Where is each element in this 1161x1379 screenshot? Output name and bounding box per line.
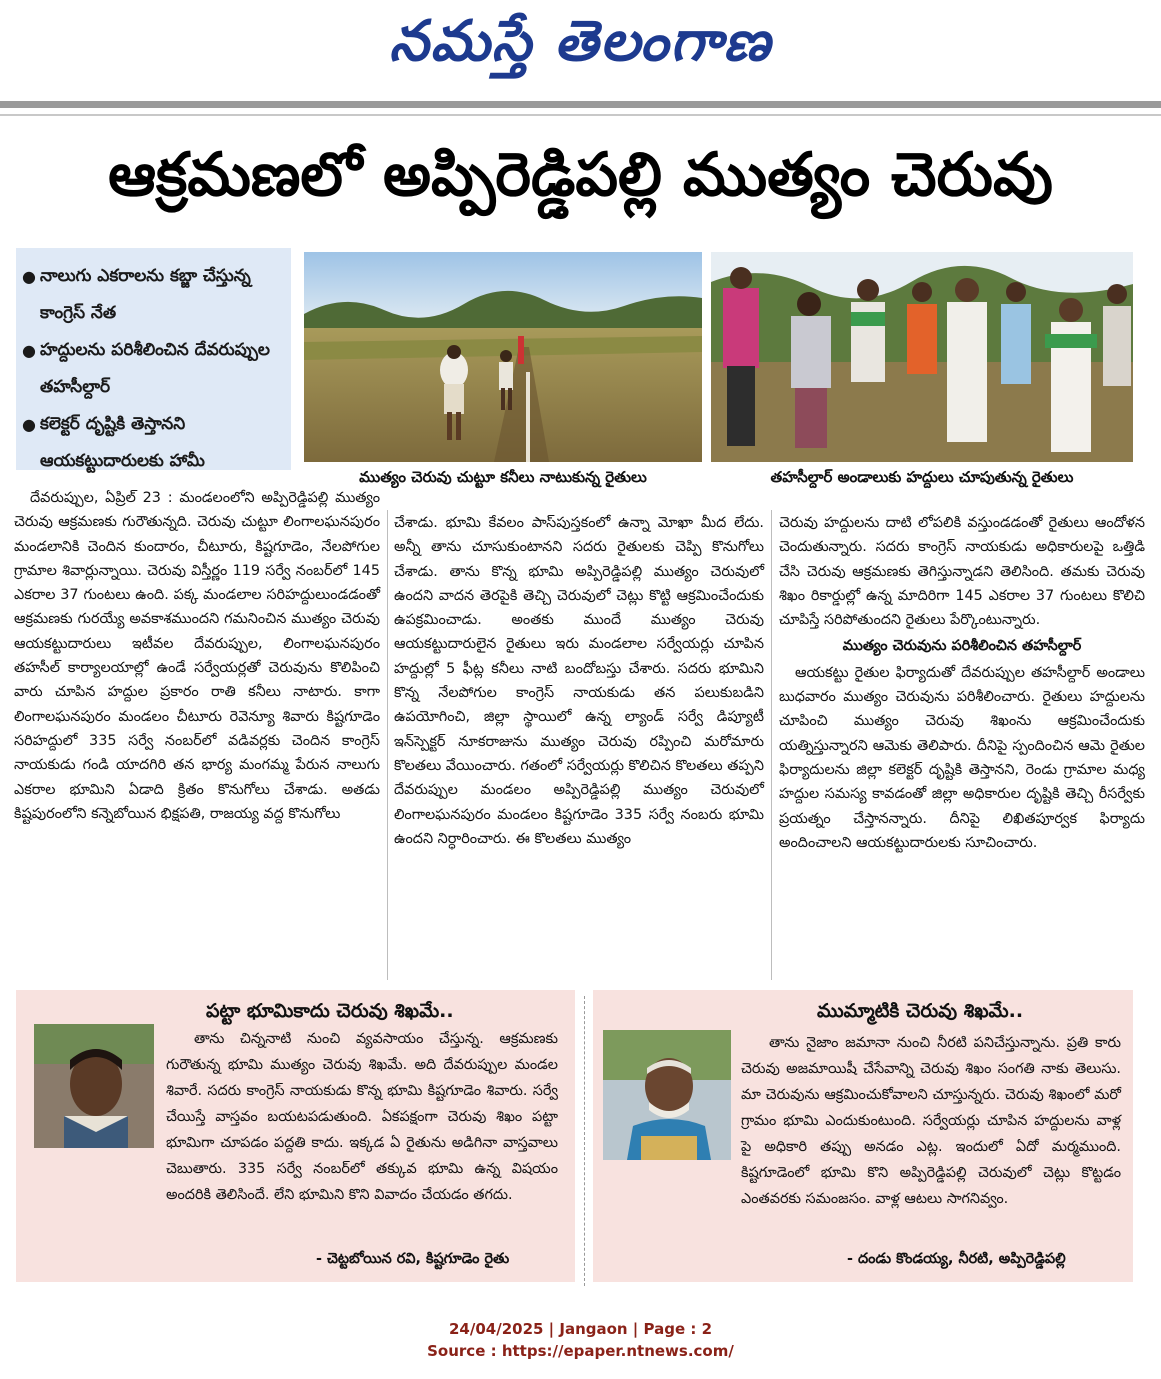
article-column-2-text: చేశాడు. భూమి కేవలం పాస్‌పుస్తకంలో ఉన్నా మోఖా మీద లేదు. అన్నీ తాను చూసుకుంటానని సదరు రైతులకు చెప్పి కొనుగోలు చేశాడు. తాను కొన్న భూమి అప్పిరెడ్డిపల్లి ముత్యం చెరువులో ఉందని వాదన తెరపైకి తెచ్చి చెరువులో చెట్లు కొట్టి ఆక్రమించేందుకు ఉపక్రమించాడు. అంతకు ముందే ముత్యం చెరువు ఆయకట్టుదారులైన రైతులు ఇరు మండలాల సర్వేయర్లు చూపిన హద్దుల్లో 5 ఫీట్ల కనీలు నాటి బందోబస్తు చేశారు. సదరు భూమిని కొన్న నేలపోగుల కాంగ్రెస్ నాయకుడు తన పలుకుబడిని ఉపయోగించి, జిల్లా స్థాయిలో ఉన్న ల్యాండ్ సర్వే డిప్యూటీ ఇన్‌స్పెక్టర్ నూకరాజును ముత్యం చెరువు రప్పించి మరోమారు కొలతలు వేయించారు. గతంలో సర్వేయర్లు కొలిచిన కొలతలు తప్పని దేవరుప్పుల మండలం అప్పిరెడ్డిపల్లి ముత్యం చెరువులో లింగాలఘనపురం మండలం కిష్టగూడెం 335 సర్వే నంబరు భూమి ఉందని నిర్ధారించారు. ఈ కొలతలు ముత్యం bbox=[394, 515, 764, 847]
column-divider bbox=[771, 510, 772, 980]
article-subhead: ముత్యం చెరువును పరిశీలించిన తహసీల్దార్ bbox=[842, 638, 1082, 655]
highlight-item bbox=[22, 406, 285, 480]
quote-box-2-body: తాను నైజాం జమానా నుంచి నీరటి పనిచేస్తున్నాను. ప్రతి కారు చెరువు అజమాయిషీ చేసేవాన్ని చెరువు శిఖం సంగతి నాకు తెలుసు. మా చెరువును ఆక్రమించుకోవాలని చూస్తున్నరు. చెరువు శిఖంలో మరో గ్రామం భూమి ఎందుకుంటుంది. సర్వేయర్లు చూపిన హద్దులను వాళ్ల పై అధికారి తప్పు అనడం ఎట్ల. ఇందులో ఏదో మర్మముంది. కిష్టగూడెంలో భూమి కొని అప్పిరెడ్డిపల్లి చెరువులో చెట్లు కొట్టడం ఎంతవరకు సమంజసం. వాళ్ల ఆటలు సాగనివ్వం. bbox=[741, 1035, 1121, 1207]
quote-box-1-title: పట్టా భూమికాదు చెరువు శిఖమే.. bbox=[206, 1000, 454, 1022]
highlights-box bbox=[16, 248, 291, 470]
quote-box-2 bbox=[593, 990, 1133, 1282]
photo-field bbox=[304, 252, 702, 462]
photo-officials-caption: తహసీల్దార్ అండాలుకు హద్దులు చూపుతున్న రైతులు bbox=[711, 462, 1133, 492]
bullet-icon: ● bbox=[22, 415, 36, 434]
quote-box-2-title: ముమ్మాటికి చెరువు శిఖమే.. bbox=[817, 1000, 1024, 1022]
highlight-item bbox=[22, 258, 285, 332]
quote-box-2-signature: - దండు కొండయ్య, నీరటి, అప్పిరెడ్డిపల్లి bbox=[847, 1251, 1066, 1267]
field-scene-image bbox=[304, 252, 702, 462]
highlight-text: హద్దులను పరిశీలించిన దేవరుప్పుల తహసీల్దార్ bbox=[40, 340, 270, 397]
highlight-text: కలెక్టర్ దృష్టికి తెస్తానని ఆయకట్టుదారులకు హామీ bbox=[40, 414, 205, 471]
masthead-rule-thick bbox=[0, 101, 1161, 108]
neerati-kondaiah-photo bbox=[603, 1030, 731, 1160]
quote-box-1-body: తాను చిన్ననాటి నుంచి వ్యవసాయం చేస్తున్న. ఆక్రమణకు గురౌతున్న భూమి ముత్యం చెరువు శిఖమే. అది దేవరుప్పుల మండల శివారే. సదరు కాంగ్రెస్ నాయకుడు కొన్న భూమి కిష్టగూడెం శివారు. సర్వే చేయిస్తే వాస్తవం బయటపడుతుంది. ఏకపక్షంగా చెరువు శిఖం పట్టా భూమిగా చూపడం పద్దతి కాదు. ఇక్కడ ఏ రైతును అడిగినా వాస్తవాలు చెబుతారు. 335 సర్వే నంబర్‌లో తక్కువ భూమి ఉన్న విషయం అందరికి తెలిసిందే. లేని భూమిని కొని వివాదం చేయడం తగదు. bbox=[166, 1031, 558, 1203]
article-column-3-text-b: ఆయకట్టు రైతుల ఫిర్యాదుతో దేవరుప్పుల తహసీల్దార్ అండాలు బుధవారం ముత్యం చెరువును పరిశీలించారు. రైతులు హద్దులను చూపించి ముత్యం చెరువు శిఖంను ఆక్రమించేందుకు యత్నిస్తున్నారని ఆమెకు తెలిపారు. దీనిపై స్పందించిన ఆమె రైతుల ఫిర్యాదులను జిల్లా కలెక్టర్ దృష్టికి తెస్తానని, రెండు గ్రామాల మధ్య హద్దుల సమస్య కావడంతో జిల్లా అధికారుల దృష్టికి తెచ్చి రీసర్వేకు ప్రయత్నం చేస్తానన్నారు. దీనిపై లిఖితపూర్వక ఫిర్యాదు అందించాలని ఆయకట్టుదారులకు సూచించారు. bbox=[779, 664, 1145, 851]
elder-portrait-image bbox=[603, 1030, 731, 1160]
footer-date-edition: 24/04/2025 | Jangaon | Page : 2 bbox=[448, 1320, 713, 1338]
farmer-ravi-photo bbox=[34, 1024, 154, 1148]
quote-box-1-signature: - చెట్టబోయిన రవి, కిష్టగూడెం రైతు bbox=[316, 1251, 510, 1267]
photo-field-caption: ముత్యం చెరువు చుట్టూ కనీలు నాటుకున్న రైతులు bbox=[304, 462, 702, 492]
highlight-item bbox=[22, 332, 285, 406]
footer-source: Source : https://epaper.ntnews.com/ bbox=[427, 1342, 734, 1360]
column-divider bbox=[387, 510, 388, 980]
masthead bbox=[0, 0, 1161, 92]
photo-officials bbox=[711, 252, 1133, 462]
article-column-3-text-a: చెరువు హద్దులను దాటి లోపలికి వస్తుండడంతో రైతులు ఆందోళన చెందుతున్నారు. సదరు కాంగ్రెస్ నాయకుడు అధికారులపై ఒత్తిడి చేసి చెరువు ఆక్రమణకు తెగిస్తున్నాడని తెలిసింది. తమకు చెరువు శిఖం రికార్డుల్లో ఉన్న మాదిరిగా 145 ఎకరాల 37 గుంటలు కొలిచి చూపిస్తే సరిపోతుందని రైతులు పేర్కొంటున్నారు. bbox=[779, 515, 1145, 629]
farmer-portrait-image bbox=[34, 1024, 154, 1148]
box-divider bbox=[584, 996, 586, 1286]
masthead-title: నమస్తే తెలంగాణ bbox=[389, 8, 772, 74]
quote-box-1 bbox=[16, 990, 575, 1282]
bullet-icon: ● bbox=[22, 341, 36, 360]
highlight-text: నాలుగు ఎకరాలను కబ్జా చేస్తున్న కాంగ్రెస్ నేత bbox=[40, 266, 251, 323]
article-column-1-text: దేవరుప్పుల, ఏప్రిల్ 23 : మండలంలోని అప్పిరెడ్డిపల్లి ముత్యం చెరువు ఆక్రమణకు గురౌతున్నది. చెరువు చుట్టూ లింగాలఘనపురం మండలానికి చెందిన కుందారం, చీటూరు, కిష్టగూడెం, నేలపోగుల గ్రామాల శివార్లున్నాయి. చెరువు విస్తీర్ణం 119 సర్వే నంబర్‌లో 145 ఎకరాల 37 గుంటలు ఉంది. పక్క మండలాల సరిహద్దులుండడంతో ఆక్రమణకు గురయ్యే అవకాశముందని గమనించిన ముత్యం చెరువు ఆయకట్టుదారులు ఇటీవల దేవరుప్పుల, లింగాలఘనపురం తహసీల్ కార్యాలయాల్లో ఉండే సర్వేయర్లతో చెరువును కొలిపించి వారు చూపిన హద్దుల ప్రకారం రాతి కనీలు నాటారు. కాగా లింగాలఘనపురం మండలం చీటూరు రెవెన్యూ శివారు కిష్టగూడెం సరిహద్దులో 335 సర్వే నంబర్‌లో వడివర్లకు చెందిన కాంగ్రెస్ నాయకుడు గండి యాదగిరి తన భార్య మంగమ్మ పేరున నాలుగు ఎకరాల భూమిని ఏడాది క్రితం కొనుగోలు చేశాడు. అతడు కిష్టపురంలోని కన్నెబోయిన భిక్షపతి, రాజయ్య వద్ద కొనుగోలు bbox=[14, 490, 380, 822]
article-column-3 bbox=[779, 511, 1145, 981]
masthead-rule-thin bbox=[0, 114, 1161, 116]
article-column-2 bbox=[394, 511, 764, 981]
officials-scene-image bbox=[711, 252, 1133, 462]
headline: ఆక్రమణలో అప్పిరెడ్డిపల్లి ముత్యం చెరువు bbox=[108, 140, 1053, 210]
article-column-1 bbox=[14, 486, 380, 986]
bullet-icon: ● bbox=[22, 267, 36, 286]
